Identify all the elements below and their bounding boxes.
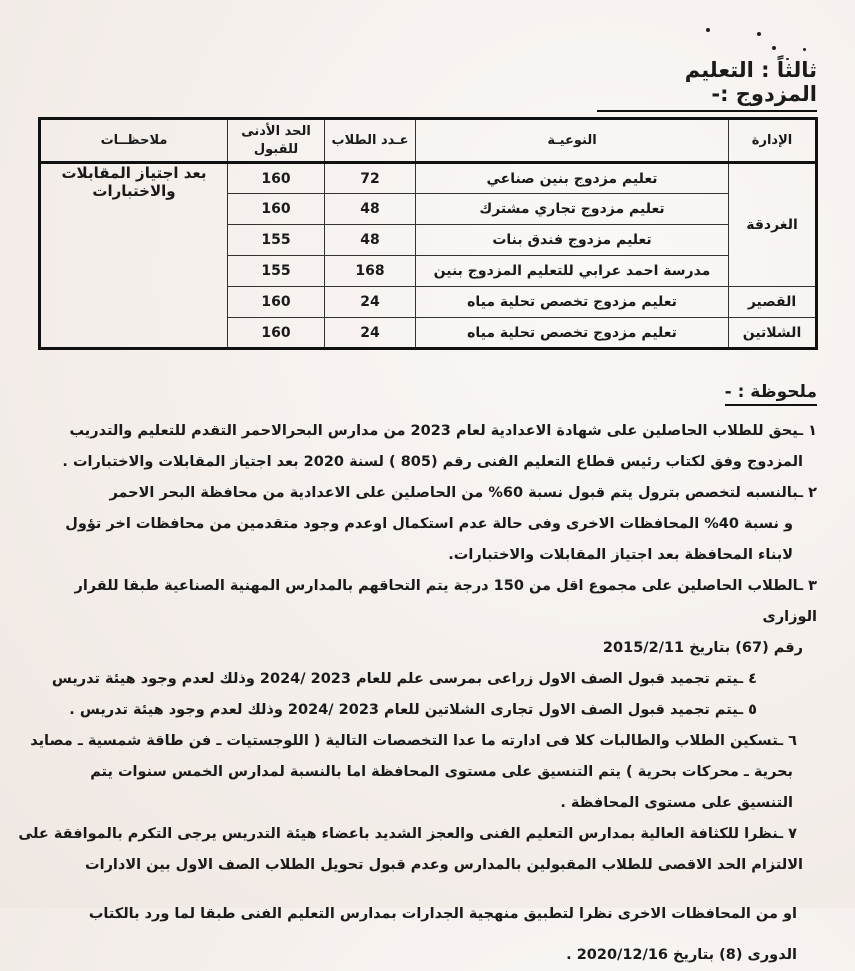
note-number: ١ <box>808 423 817 439</box>
count-cell: 168 <box>325 256 416 287</box>
note-line: المزدوج وفق لكتاب رئيس قطاع التعليم الفنى رقم (805 ) لسنة 2020 بعد اجتياز المقابلات والاختبارات . <box>62 454 803 470</box>
note-number: ٣ <box>808 578 817 594</box>
note-line: بحرية ـ محركات بحرية ) يتم التنسيق على مستوى المحافظة اما بالنسبة لمدارس الخمس سنوات يتم <box>90 764 793 780</box>
note-number: ٤ <box>748 671 757 687</box>
note-line: رقم (67) بتاريخ 2015/2/11 <box>602 640 803 656</box>
note-line: لابناء المحافظة بعد اجتياز المقابلات والاختبارات. <box>448 547 793 563</box>
note-text: ـالطلاب الحاصلين على مجموع اقل من 150 درجة يتم التحاقهم بالمدارس المهنية الصناعية طبقا للقرار الوزارى <box>74 578 817 625</box>
min-score-cell: 160 <box>228 194 325 225</box>
type-cell: تعليم مزدوج تخصص تحلية مياه <box>416 318 729 349</box>
note-text: ـتسكين الطلاب والطالبات كلا فى ادارته ما عدا التخصصات التالية ( اللوجستيات ـ فن طاقة شمسية ـ مصايد <box>30 733 784 749</box>
notes-list <box>17 416 817 971</box>
note-number: ٢ <box>808 485 817 501</box>
header-count: عـدد الطلاب <box>325 119 416 163</box>
admin-cell: الشلاتين <box>729 318 817 349</box>
header-admin: الإدارة <box>729 119 817 163</box>
table-header-row <box>40 119 817 163</box>
header-type: النوعيـة <box>416 119 729 163</box>
table-row <box>40 163 817 194</box>
speck <box>772 46 776 50</box>
note-text: ـيتم تجميد قبول الصف الاول تجارى الشلاتين للعام 2023 /2024 وذلك لعدم وجود هيئة تدريس . <box>69 702 744 718</box>
speck <box>757 32 761 36</box>
note-line <box>17 416 817 447</box>
continuation-line: او من المحافظات الاخرى نظرا لتطبيق منهجية الجدارات بمدارس التعليم الفنى طبقا لما ورد بالكتاب <box>88 906 797 922</box>
note-text: ـيتم تجميد قبول الصف الاول زراعى بمرسى علم للعام 2023 /2024 وذلك لعدم وجود هيئة تدريس <box>51 671 744 687</box>
type-cell: تعليم مزدوج فندق بنات <box>416 225 729 256</box>
speck <box>803 48 806 51</box>
note-item <box>17 819 817 881</box>
note-item <box>17 664 817 695</box>
min-score-cell: 160 <box>228 163 325 194</box>
note-item <box>17 695 817 726</box>
section-title: ثالثاً : التعليم المزدوج :- <box>597 58 817 112</box>
speck <box>706 28 710 32</box>
note-line: التنسيق على مستوى المحافظة . <box>560 795 793 811</box>
admin-cell: القصير <box>729 287 817 318</box>
note-item <box>17 416 817 478</box>
min-score-cell: 160 <box>228 318 325 349</box>
count-cell: 48 <box>325 194 416 225</box>
note-item <box>17 478 817 571</box>
min-score-cell: 155 <box>228 225 325 256</box>
notes-cell: بعد اجتياز المقابلات والاختبارات <box>40 163 228 349</box>
scan-specks <box>700 0 855 60</box>
note-line: الالتزام الحد الاقصى للطلاب المقبولين بالمدارس وعدم قبول تحويل الطلاب الصف الاول بين الادارات <box>85 857 803 873</box>
note-text: ـنظرا للكثافة العالية بمدارس التعليم الفنى والعجز الشديد باعضاء هيئة التدريس يرجى التكرم بالموافقة على <box>18 826 784 842</box>
continuation-line: الدورى (8) بتاريخ 2020/12/16 . <box>566 947 797 963</box>
note-item <box>17 726 817 819</box>
type-cell: تعليم مزدوج تخصص تحلية مياه <box>416 287 729 318</box>
note-line <box>17 695 817 726</box>
min-score-cell: 160 <box>228 287 325 318</box>
note-number: ٦ <box>788 733 797 749</box>
note-line <box>17 819 817 850</box>
count-cell: 48 <box>325 225 416 256</box>
note-line: و نسبة 40% المحافظات الاخرى وفى حالة عدم استكمال اوعدم وجود متقدمين من محافظات اخر تؤول <box>65 516 793 532</box>
type-cell: تعليم مزدوج بنين صناعي <box>416 163 729 194</box>
note-text: ـيحق للطلاب الحاصلين على شهادة الاعدادية لعام 2023 من مدارس البحرالاحمر التقدم للتعليم والتدريب <box>69 423 804 439</box>
count-cell: 24 <box>325 287 416 318</box>
note-text: ـبالنسبه لتخصص بترول يتم قبول نسبة 60% من الحاصلين على الاعدادية من محافظة البحر الاحمر <box>109 485 804 501</box>
note-number: ٥ <box>748 702 757 718</box>
count-cell: 24 <box>325 318 416 349</box>
note-number: ٧ <box>788 826 797 842</box>
note-line <box>17 478 817 509</box>
notes-title: ملحوظة : - <box>725 382 817 406</box>
dual-education-table <box>38 117 818 350</box>
header-notes: ملاحظــات <box>40 119 228 163</box>
note-item <box>17 571 817 664</box>
note-line <box>17 571 817 633</box>
min-score-cell: 155 <box>228 256 325 287</box>
count-cell: 72 <box>325 163 416 194</box>
type-cell: مدرسة احمد عرابي للتعليم المزدوج بنين <box>416 256 729 287</box>
note-line <box>17 664 817 695</box>
note-line <box>17 726 817 757</box>
type-cell: تعليم مزدوج تجاري مشترك <box>416 194 729 225</box>
admin-cell: الغردقة <box>729 163 817 287</box>
header-min-score: الحد الأدنى للقبول <box>228 119 325 163</box>
